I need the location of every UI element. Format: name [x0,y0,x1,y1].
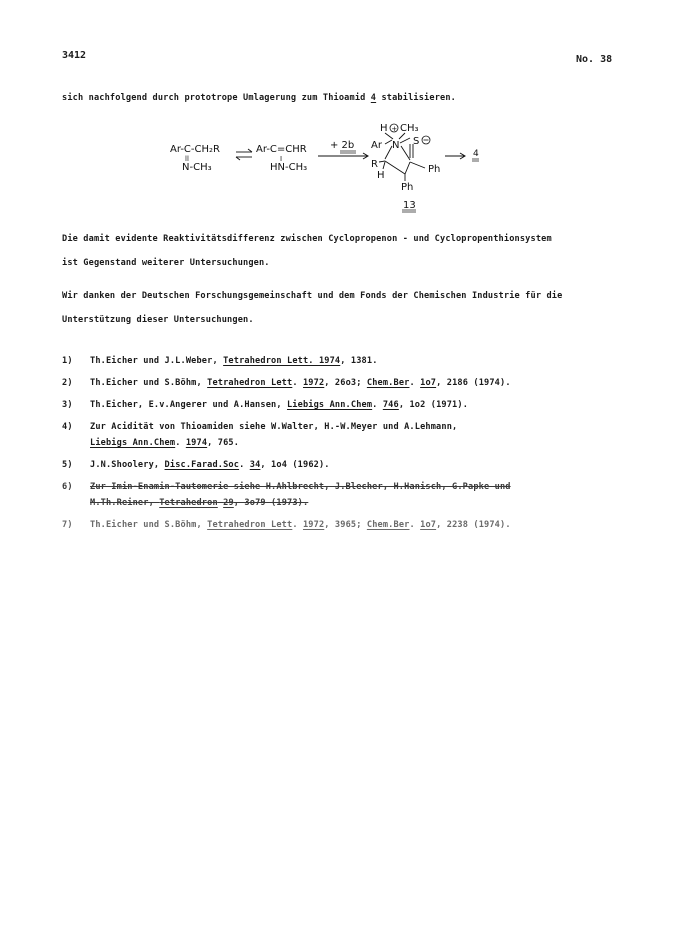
reference-text: , 1381. [340,356,378,366]
reference-line [90,481,622,494]
acknowledgement-line-1: Wir danken der Deutschen Forschungsgemeinschaft und dem Fonds der Chemischen Industrie für die [62,291,563,301]
reference-citation: 34 [249,460,261,470]
reference-text: . [292,378,303,388]
reference-citation: 1972 [302,520,325,530]
equilibrium-arrow [236,149,252,160]
reference-line [90,421,622,434]
reference-item [62,355,622,368]
reference-text: , 765. [207,438,240,448]
reference-text: Th.Eicher und S.Böhm, [90,520,208,530]
reference-citation: 29 [223,498,234,508]
reference-citation: Disc.Farad.Soc [164,460,240,470]
reference-citation: Tetrahedron Lett. 1974 [223,356,341,366]
r-group: R [371,159,378,170]
ring-hydrogen: H [377,170,385,181]
reactant-top: Ar-C-CH₂R [170,144,220,155]
reference-text: . [175,438,186,448]
reference-line [90,459,622,472]
reactivity-line-2: ist Gegenstand weiterer Untersuchungen. [62,258,270,268]
reference-text: , 26o3; [324,378,367,388]
reference-text: Zur Acidität von Thioamiden siehe W.Walter, H.-W.Meyer und A.Lehmann, [90,422,458,432]
reference-item [62,519,622,532]
reference-line [90,497,622,510]
intro-text-end: stabilisieren. [376,93,456,103]
reference-text: . [239,460,250,470]
enamine-bottom: HN-CH₃ [270,162,308,173]
reactivity-line-1: Die damit evidente Reaktivitätsdifferenz zwischen Cyclopropenon - und Cyclopropenthionsystem [62,234,552,244]
n-hydrogen: H [380,123,388,134]
reference-citation: Tetrahedron Lett [207,378,293,388]
reference-citation: 1974 [185,438,208,448]
paragraph-reactivity [62,233,622,269]
reference-citation: 1o7 [420,520,437,530]
reference-text: , 3o79 (1973). [233,498,309,508]
reference-number: 4) [62,422,73,432]
reference-text: Zur Imin-Enamin-Tautomerie siehe H.Ahlbrecht, J.Blecher, H.Hanisch, G.Papke und [90,482,511,492]
reference-text: , 2238 (1974). [436,520,511,530]
acknowledgement-line-2: Unterstützung dieser Untersuchungen. [62,315,254,325]
reactant-bottom: N-CH₃ [182,162,212,173]
reference-citation: Chem.Ber [366,378,410,388]
reference-citation: Tetrahedron Lett [207,520,293,530]
reference-item [62,481,622,510]
reagent-label: + 2b [330,140,355,151]
reference-text: , 1o4 (1962). [260,460,330,470]
reference-citation: 1972 [302,378,325,388]
reference-line [90,399,622,412]
phenyl-right: Ph [428,164,441,175]
reference-text: Th.Eicher und S.Böhm, [90,378,208,388]
reference-number: 7) [62,520,73,530]
reactant-double-bond: ll [185,155,189,163]
journal-number: No. 38 [576,54,613,65]
reference-number: 6) [62,482,73,492]
reference-text: , 1o2 (1971). [398,400,469,410]
reference-citation: Chem.Ber [366,520,410,530]
intro-text-start: sich nachfolgend durch prototrope Umlagerung zum Thioamid [62,93,371,103]
reference-number: 2) [62,378,73,388]
ring-nitrogen: N [392,140,400,151]
reference-text: Th.Eicher und J.L.Weber, [90,356,224,366]
reference-line [90,377,622,390]
reference-number: 1) [62,356,73,366]
enamine-single-bond: I [280,155,283,163]
reference-citation: Liebigs Ann.Chem [90,438,176,448]
compound-number: 13 [403,200,416,211]
reference-item [62,421,622,450]
reference-citation: 746 [382,400,399,410]
reference-text: . [372,400,383,410]
reference-citation: Liebigs Ann.Chem [286,400,373,410]
thiolate-sulfur: S [413,136,420,147]
enamine-top: Ar-C=CHR [256,144,307,155]
reaction-scheme [160,116,480,214]
reference-number: 5) [62,460,73,470]
reference-line [90,355,622,368]
reference-citation: 1o7 [420,378,437,388]
reference-text: . [292,520,303,530]
reference-text: Th.Eicher, E.v.Angerer und A.Hansen, [90,400,287,410]
reference-text: , 2186 (1974). [436,378,511,388]
reference-list [62,355,622,541]
reference-item [62,377,622,390]
reference-text: , 3965; [324,520,367,530]
reference-citation: Tetrahedron [159,498,218,508]
product-number: 4 [473,149,479,159]
reference-line [90,519,622,532]
reference-text: . [409,378,421,388]
reference-line [90,437,622,450]
aryl-group: Ar [371,140,382,151]
reference-text: M.Th.Reiner, [90,498,160,508]
reference-number: 3) [62,400,73,410]
plus-sign: + [391,125,398,134]
reference-item [62,459,622,472]
paragraph-intro [62,92,622,104]
reference-text: J.N.Shoolery, [90,460,165,470]
reference-text: . [409,520,421,530]
n-methyl: CH₃ [400,123,419,134]
intro-compound-ref: 4 [370,93,377,103]
phenyl-bottom: Ph [401,182,414,193]
reference-item [62,399,622,412]
paragraph-acknowledgement [62,290,622,326]
page-number: 3412 [62,50,87,61]
